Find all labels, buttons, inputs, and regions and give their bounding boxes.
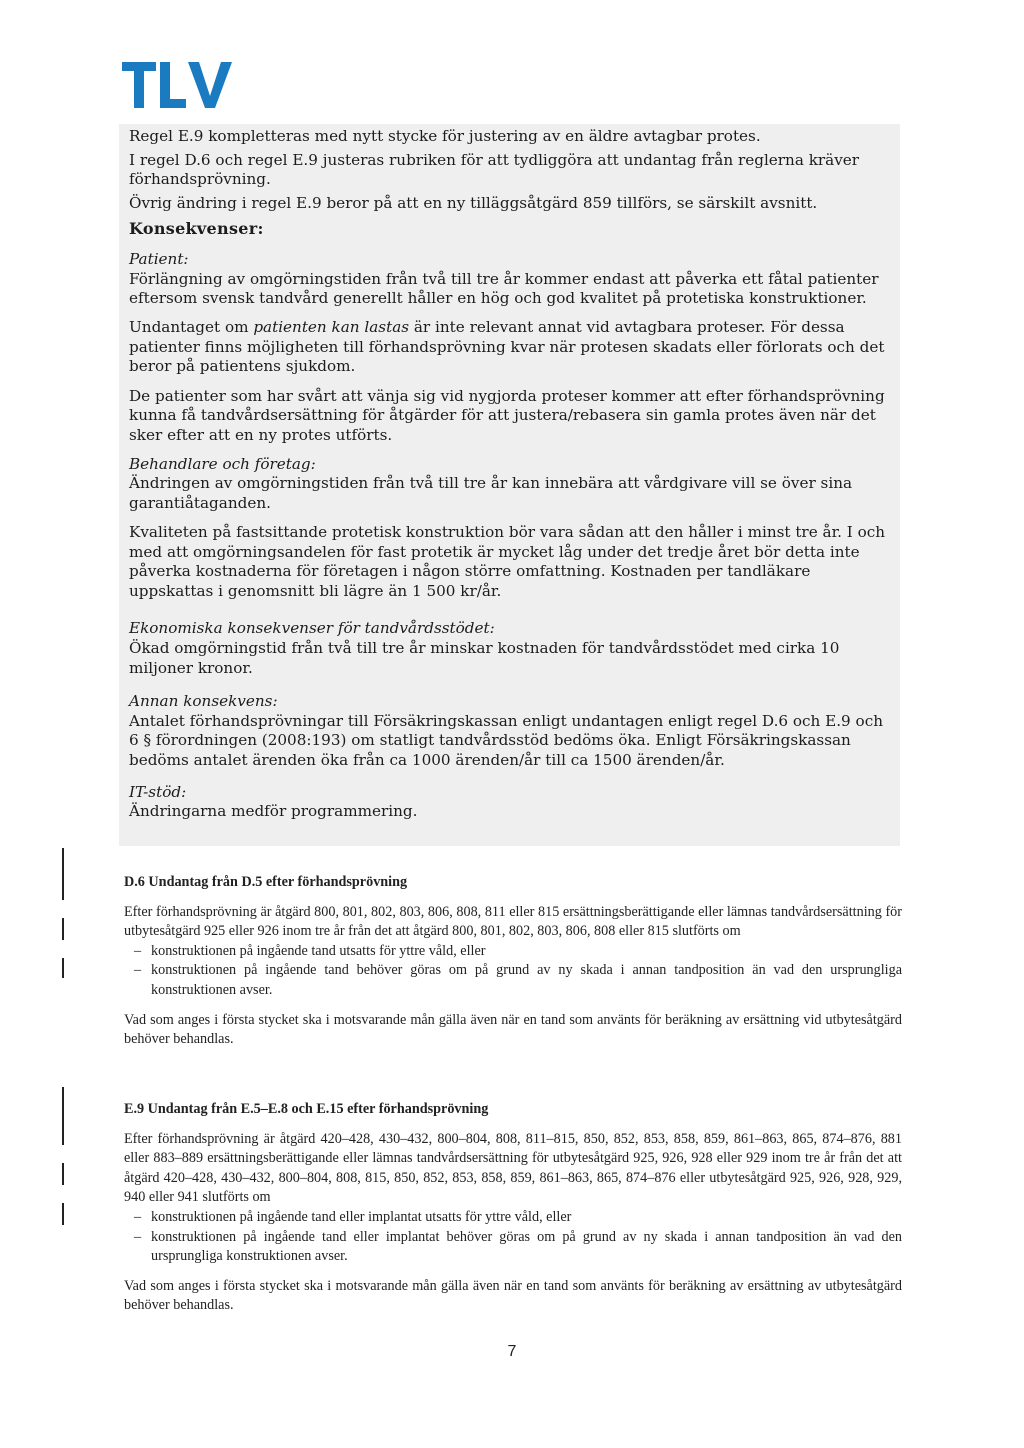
change-bar [62,1163,64,1185]
rule-e9-list [124,1208,902,1267]
rule-e9 [124,1100,902,1316]
patient-text-2b: är inte relevant annat vid avtagbara proteser. För dessa patienter finns möjligheten till förhandsprövning kvar när protesen skadats eller förlorats och det beror på patientens sjukdom. [129,318,885,376]
change-bar [62,1087,64,1145]
list-item-text: konstruktionen på ingående tand eller implantat utsatts för yttre våld, eller [151,1208,572,1225]
patient-text-2a: Undantaget om [129,318,254,337]
list-item [124,942,902,962]
intro-paragraph-1: Regel E.9 kompletteras med nytt stycke för justering av en äldre avtagbar protes. [129,127,761,145]
list-item-text: konstruktionen på ingående tand utsatts för yttre våld, eller [151,942,486,959]
it-label: IT-stöd: [129,782,187,801]
rule-d6-paragraph-2: Vad som anges i första stycket ska i motsvarande mån gälla även när en tand som använts för beräkning av ersättning vid utbytesåtgärd behöver behandlas. [124,1011,902,1048]
behandlare-label: Behandlare och företag: [129,454,316,473]
consequences-heading: Konsekvenser: [129,219,264,239]
amendment-summary-box [119,124,900,846]
ekonomi-text: Ökad omgörningstid från två till tre år minskar kostnaden för tandvårdsstödet med cirka 10 miljoner kronor. [129,639,840,677]
intro-paragraph-3: Övrig ändring i regel E.9 beror på att en ny tilläggsåtgärd 859 tillförs, se särskilt avsnitt. [129,193,818,212]
rule-e9-paragraph-2: Vad som anges i första stycket ska i motsvarande mån gälla även när en tand som använts för beräkning av ersättning av utbytesåtgärd behöver behandlas. [124,1277,902,1314]
rule-d6-list [124,942,902,1001]
rule-d6 [124,873,902,1050]
list-item-text: konstruktionen på ingående tand behöver göras om på grund av ny skada i annan tandposition än vad den ursprungliga konstruktionen avser. [151,962,902,998]
page-number: 7 [507,1343,517,1360]
rule-e9-paragraph-1: Efter förhandsprövning är åtgärd 420–428, 430–432, 800–804, 808, 811–815, 850, 852, 853, 858, 859, 861–863, 865, 874–876, 881 eller 883–889 ersättningsberättigande eller lämnas tandvårdsersättning för utbytesåtgärd 925, 926, 928 eller 929 inom tre år från det att åtgärd 420–428, 430–432, 800–804, 808, 815, 850, 852, 853, 858, 859, 861–863, 865, 874–876 eller utbytesåtgärd 925, 926, 928, 929, 940 eller 941 slutförts om [124,1130,902,1206]
dash-marker: – [134,962,142,979]
dash-marker: – [134,942,142,959]
behandlare-section [129,455,889,514]
it-text: Ändringarna medför programmering. [129,802,418,821]
change-bar [62,918,64,940]
list-item-text: konstruktionen på ingående tand eller implantat behöver göras om på grund av ny skada i annan tandposition än vad den ursprungliga konstruktionen avser. [151,1228,902,1265]
rule-e9-title: E.9 Undantag från E.5–E.8 och E.15 efter förhandsprövning [124,1101,489,1117]
patient-section [129,250,889,309]
list-item [124,961,902,1000]
tlv-logo [122,58,242,114]
change-bar [62,958,64,978]
annan-text: Antalet förhandsprövningar till Försäkringskassan enligt undantagen enligt regel D.6 och E.9 och 6 § förordningen (2008:193) om statligt tandvårdsstöd bedöms öka. Enligt Försäkringskassan bedöms antalet ärenden öka från ca 1000 ärenden/år till ca 1500 ärenden/år. [129,711,883,770]
behandlare-text-2: Kvaliteten på fastsittande protetisk konstruktion bör vara sådan att den håller i minst tre år. I och med att omgörningsandelen för fast protetik är mycket låg under det tredje året bör detta inte påverka kostnaderna för företagen i någon större omfattning. Kostnaden per tandläkare uppskattas i genomsnitt bli lägre än 1 500 kr/år. [129,523,886,600]
change-bar [62,1203,64,1225]
list-item [124,1228,902,1267]
change-bar [62,848,64,900]
patient-label: Patient: [129,249,189,268]
intro-paragraph-2: I regel D.6 och regel E.9 justeras rubriken för att tydliggöra att undantag från reglerna kräver förhandsprövning. [129,150,860,189]
it-section [129,783,889,822]
patient-text-2 [129,318,889,377]
dash-marker: – [134,1208,142,1225]
patient-text-2-emphasis: patienten kan lastas [253,318,410,337]
patient-text-1: Förlängning av omgörningstiden från två till tre år kommer endast att påverka ett fåtal patienter eftersom svensk tandvård generellt håller en hög och god kvalitet på protetiska konstruktioner. [129,269,879,308]
ekonomi-label: Ekonomiska konsekvenser för tandvårdsstödet: [129,619,495,638]
annan-label: Annan konsekvens: [129,692,278,711]
dash-marker: – [134,1228,142,1245]
rule-d6-paragraph-1: Efter förhandsprövning är åtgärd 800, 801, 802, 803, 806, 808, 811 eller 815 ersättningsberättigande eller lämnas tandvårdsersättning för utbytesåtgärd 925 eller 926 inom tre år från det att åtgärd 800, 801, 802, 803, 806, 808 eller 815 slutförts om [124,903,902,940]
annan-section [129,692,889,770]
rule-d6-title: D.6 Undantag från D.5 efter förhandsprövning [124,874,408,890]
ekonomi-section [129,619,889,678]
list-item [124,1208,902,1228]
behandlare-text-1: Ändringen av omgörningstiden från två till tre år kan innebära att vårdgivare vill se över sina garantiåtaganden. [129,474,853,512]
patient-text-3: De patienter som har svårt att vänja sig vid nygjorda proteser kommer att efter förhandsprövning kunna få tandvårdsersättning för åtgärder för att justera/rebasera sin gamla protes även när det sker efter att en ny protes utförts. [129,386,885,444]
